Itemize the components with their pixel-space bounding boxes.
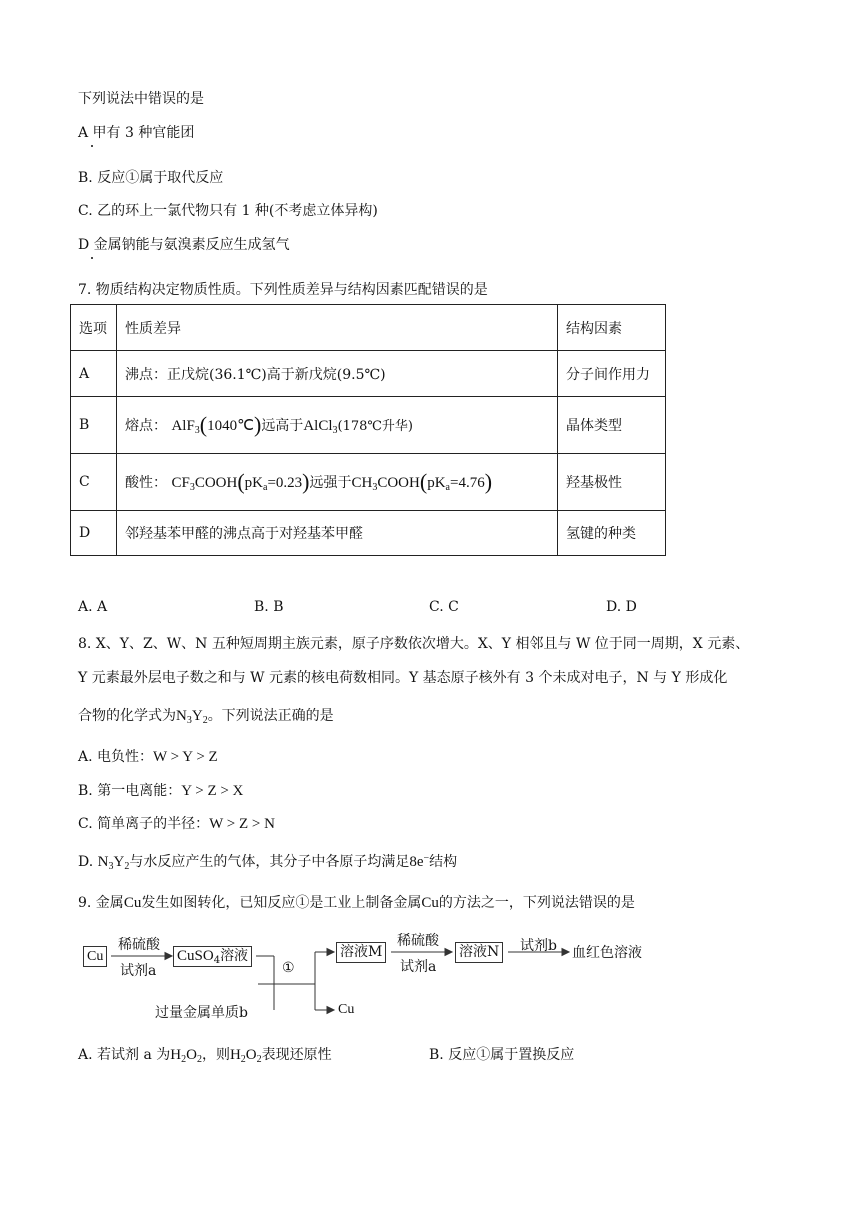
answer-a: A. A	[78, 599, 108, 615]
header-cell: 性质差异	[117, 305, 558, 351]
reagent-a: 试剂a	[120, 963, 157, 979]
q8-line2: Y 元素最外层电子数之和与 W 元素的核电荷数相同。Y 基态原子核外有 3 个未成对电子，N 与 Y 形成化	[78, 670, 728, 686]
q8-line1: 8. X、Y、Z、W、N 五种短周期主族元素，原子序数依次增大。X、Y 相邻且与 W 位于同一周期，X 元素、	[78, 636, 750, 652]
q8-option-d: D. $N_3Y_2$与水反应产生的气体，其分子中各原子均满足8e−结构	[78, 853, 458, 872]
factor-cell: 分子间作用力	[558, 351, 666, 397]
q7-stem: 7. 物质结构决定物质性质。下列性质差异与结构因素匹配错误的是	[78, 282, 488, 298]
option-cell: D	[71, 511, 117, 556]
reaction-1-label: ①	[282, 960, 295, 976]
cu-product: Cu	[338, 1002, 355, 1017]
reagent-dilute-h2so4: 稀硫酸	[118, 937, 160, 953]
option-cell: C	[71, 454, 117, 511]
header-cell: 选项	[71, 305, 117, 351]
option-cell: A	[71, 351, 117, 397]
factor-cell: 氢键的种类	[558, 511, 666, 556]
q9-stem: 9. 金属Cu发生如图转化，已知反应①是工业上制备金属Cu的方法之一，下列说法错误的是	[78, 895, 635, 911]
formula-n3y2: $N_3Y_2$	[176, 708, 208, 726]
q9-option-a: A. 若试剂 a 为$H_2O_2$，则$H_2O_2$表现还原性	[78, 1047, 332, 1065]
reagent-dilute-h2so4-2: 稀硫酸	[397, 933, 439, 949]
q8-line3: 合物的化学式为$N_3Y_2$。下列说法正确的是	[78, 708, 334, 726]
property-cell: 熔点： AlF$_3$(1040℃)远高于AlCl$_3$(178℃升华)	[117, 397, 558, 454]
solution-m-box: 溶液M	[336, 942, 386, 963]
q6-option-b: B. 反应①属于取代反应	[78, 170, 224, 186]
factor-cell: 晶体类型	[558, 397, 666, 454]
reagent-a-2: 试剂a	[400, 959, 437, 975]
property-cell: 邻羟基苯甲醛的沸点高于对羟基苯甲醛	[117, 511, 558, 556]
solution-n-box: 溶液N	[455, 942, 503, 963]
cu-box: Cu	[83, 946, 107, 967]
q6-stem: 下列说法中错误的是	[78, 91, 204, 107]
q6-option-d: D 金属钠能与氨溴素反应生成氢气	[78, 237, 290, 253]
q6-option-c: C. 乙的环上一氯代物只有 1 种(不考虑立体异构)	[78, 203, 378, 219]
option-cell: B	[71, 397, 117, 454]
answer-b: B. B	[254, 599, 284, 615]
cuso4-solution-box: CuSO$_4$溶液	[173, 946, 252, 967]
property-cell: 酸性： $CF_3COOH(pK_a=0.23)$远强于$CH_3COOH(pK_a=4.76)$	[117, 454, 558, 511]
metal-b-label: 过量金属单质b	[155, 1005, 248, 1021]
reagent-b: 试剂b	[520, 938, 557, 954]
q8-option-b: B. 第一电离能：Y > Z > X	[78, 783, 244, 799]
blood-red-solution: 血红色溶液	[572, 945, 642, 961]
answer-c: C. C	[429, 599, 459, 615]
q6-option-a: A 甲有 3 种官能团	[78, 125, 195, 141]
answer-d: D. D	[606, 599, 637, 615]
factor-cell: 羟基极性	[558, 454, 666, 511]
header-cell: 结构因素	[558, 305, 666, 351]
q8-option-a: A. 电负性：W > Y > Z	[78, 749, 218, 765]
q9-option-b: B. 反应①属于置换反应	[429, 1047, 575, 1063]
property-cell: 沸点：正戊烷(36.1℃)高于新戊烷(9.5℃)	[117, 351, 558, 397]
q8-option-c: C. 简单离子的半径：W > Z > N	[78, 816, 275, 832]
